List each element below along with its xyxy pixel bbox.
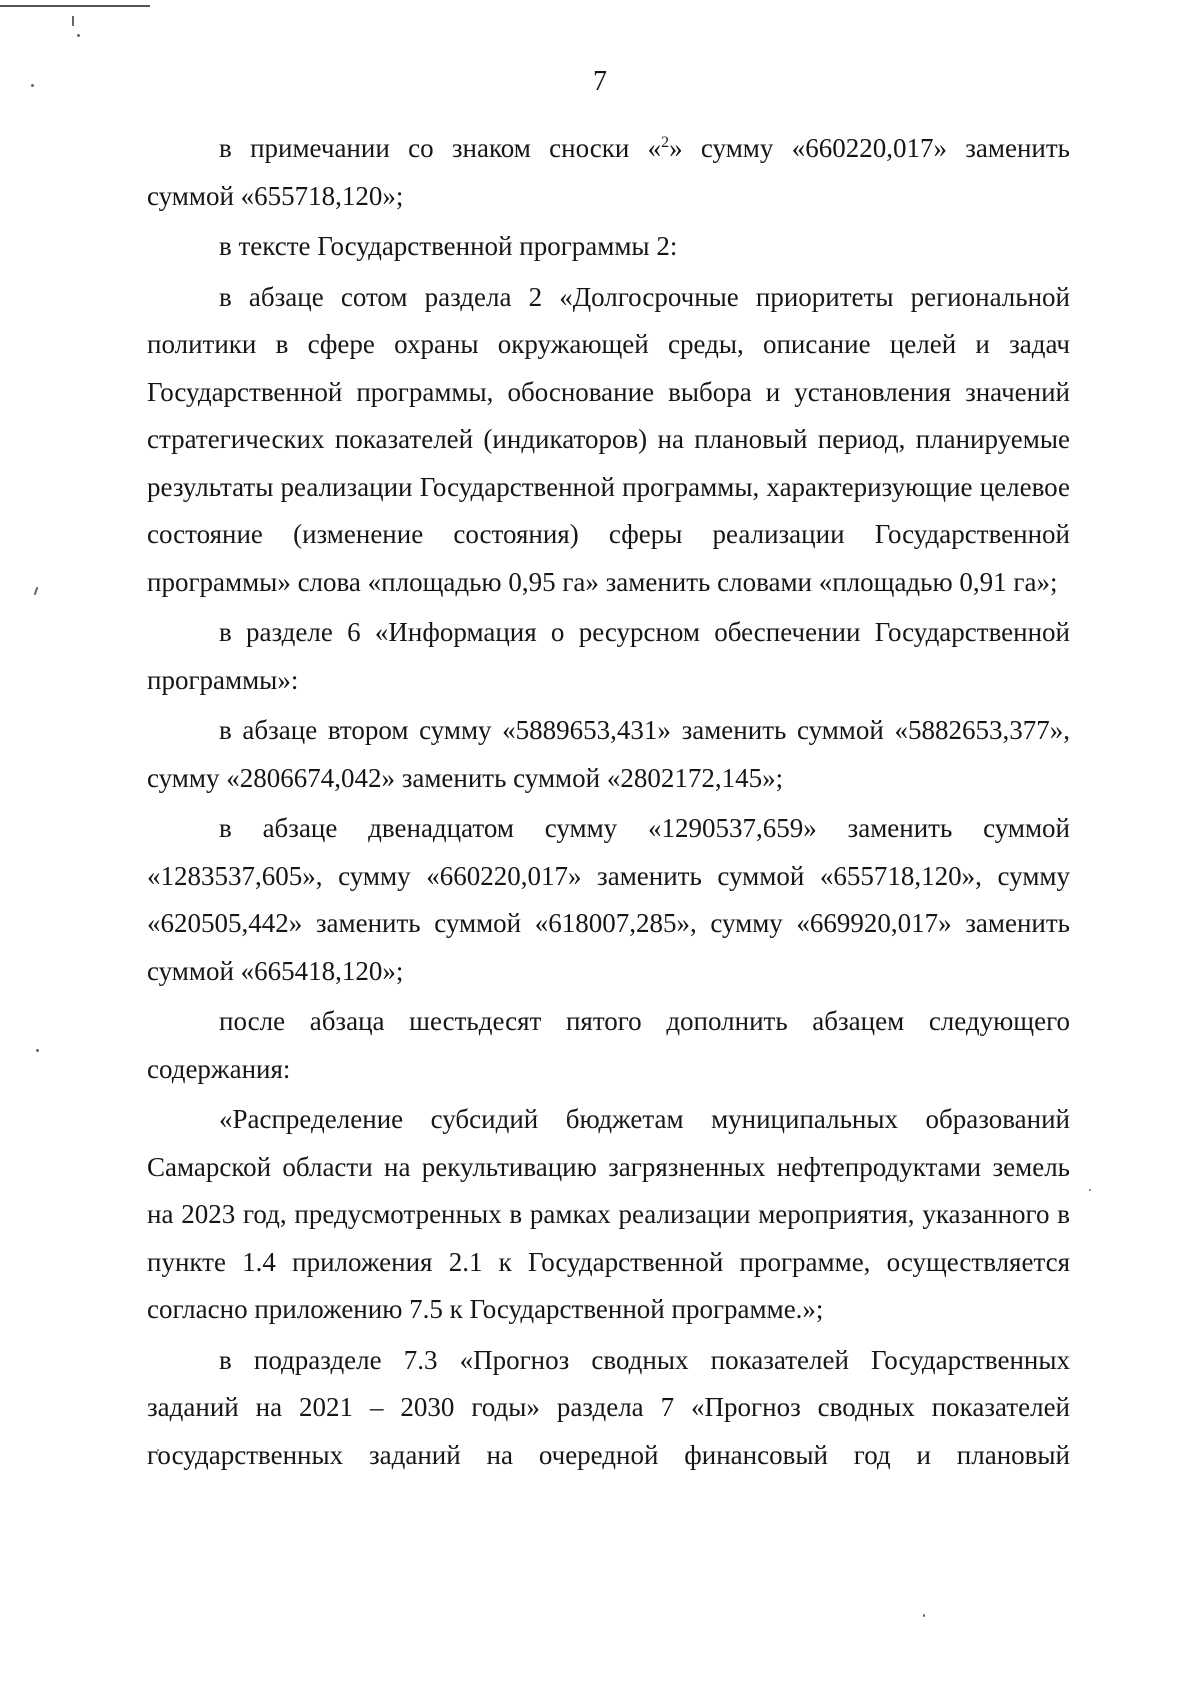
paragraph: в тексте Государственной программы 2: [219,231,678,261]
page-number: 7 [593,66,607,97]
footnote-mark: 2 [661,134,670,151]
scan-speck [36,1049,39,1052]
paragraph: после абзаца шестьдесят пятого дополнить абзацем следующего содержания: [147,1006,1070,1084]
scan-speck [72,16,74,26]
scan-speck [77,34,80,37]
paragraph: в абзаце сотом раздела 2 «Долгосрочные приоритеты региональной политики в сфере охраны окружающей среды, описание целей и задач Государственной программы, обоснование выбора и установления значений стратегических показателей (индикаторов) на плановый период, планируемые результаты реализации Государственной программы, характеризующие целевое состояние (изменение состояния) сферы реализации Государственной программы» слова «площадью 0,95 га» заменить словами «площадью 0,91 га»; [147,281,1070,597]
scan-artifact-line [0,5,150,7]
scan-speck [34,587,39,595]
paragraph: в абзаце двенадцатом сумму «1290537,659» заменить суммой «1283537,605», сумму «660220,017» заменить суммой «655718,120», сумму «620505,442» заменить суммой «618007,285», сумму «669920,017» заменить суммой «665418,120»; [147,813,1070,986]
paragraph-quoted-insertion: «Распределение субсидий бюджетам муниципальных образований Самарской области на рекультивацию загрязненных нефтепродуктами земель на 2023 год, предусмотренных в рамках реализации мероприятия, указанного в пункте 1.4 приложения 2.1 к Государственной программе, осуществляется согласно приложению 7.5 к Государственной программе.»; [147,1104,1070,1324]
paragraph: в подразделе 7.3 «Прогноз сводных показателей Государственных заданий на 2021 – 2030 годы» раздела 7 «Прогноз сводных показателей государственных заданий на очередной финансовый год и плановый [147,1344,1070,1470]
scan-speck [923,1614,925,1617]
paragraph-footnote-amendment [147,125,1070,220]
paragraph-text: » сумму «660220,017» заменить суммой «655718,120»; [147,133,1070,211]
document-body [147,125,1070,1482]
paragraph: в разделе 6 «Информация о ресурсном обеспечении Государственной программы»: [147,617,1070,695]
scan-speck [1089,1189,1091,1191]
paragraph: в абзаце втором сумму «5889653,431» заменить суммой «5882653,377», сумму «2806674,042» заменить суммой «2802172,145»; [147,715,1070,793]
paragraph-text: в примечании со знаком сноски « [219,133,662,163]
